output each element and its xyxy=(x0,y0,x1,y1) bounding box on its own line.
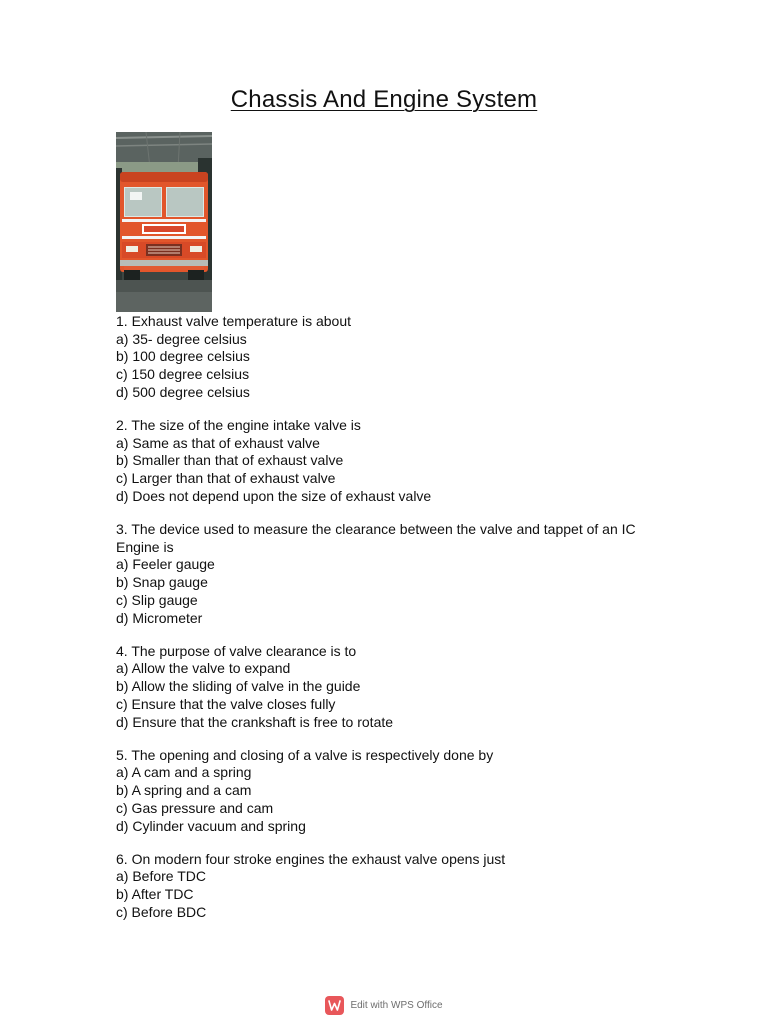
question-2 xyxy=(116,417,716,506)
answer-option: b) 100 degree celsius xyxy=(116,348,250,365)
bus-photo xyxy=(116,132,212,312)
answer-option: c) Slip gauge xyxy=(116,591,198,608)
question-prompt: 1. Exhaust valve temperature is about xyxy=(116,313,352,329)
question-3 xyxy=(116,521,716,627)
answer-option: b) A spring and a cam xyxy=(116,782,252,799)
question-prompt: 5. The opening and closing of a valve is respectively done by xyxy=(116,746,494,763)
wps-office-icon xyxy=(325,996,344,1015)
wps-edit-link[interactable] xyxy=(0,996,768,1015)
question-prompt: 3. The device used to measure the clearance between the valve and tappet of an IC Engine is xyxy=(116,521,636,555)
question-5 xyxy=(116,747,716,836)
answer-option: c) Larger than that of exhaust valve xyxy=(116,470,336,487)
answer-option: d) 500 degree celsius xyxy=(116,383,250,400)
answer-option: a) Allow the valve to expand xyxy=(116,660,291,677)
question-4 xyxy=(116,643,716,732)
question-prompt: 6. On modern four stroke engines the exhaust valve opens just xyxy=(116,850,506,867)
question-list xyxy=(116,313,716,937)
answer-option: d) Cylinder vacuum and spring xyxy=(116,817,306,834)
document-title: Chassis And Engine System xyxy=(230,86,538,113)
answer-option: a) Same as that of exhaust valve xyxy=(116,434,320,451)
question-1 xyxy=(116,313,716,402)
question-6 xyxy=(116,851,716,922)
question-prompt: 2. The size of the engine intake valve is xyxy=(116,417,361,434)
answer-option: c) Gas pressure and cam xyxy=(116,799,274,816)
wps-edit-label: Edit with WPS Office xyxy=(350,1000,443,1011)
answer-option: c) Ensure that the valve closes fully xyxy=(116,695,336,712)
answer-option: d) Does not depend upon the size of exhaust valve xyxy=(116,487,432,504)
answer-option: a) 35- degree celsius xyxy=(116,330,247,347)
answer-option: d) Micrometer xyxy=(116,609,203,626)
answer-option: a) Feeler gauge xyxy=(116,556,215,573)
answer-option: b) Allow the sliding of valve in the guide xyxy=(116,678,361,695)
answer-option: d) Ensure that the crankshaft is free to rotate xyxy=(116,713,394,730)
question-prompt: 4. The purpose of valve clearance is to xyxy=(116,642,357,659)
answer-option: b) After TDC xyxy=(116,886,194,903)
answer-option: b) Smaller than that of exhaust valve xyxy=(116,452,344,469)
answer-option: a) Before TDC xyxy=(116,868,206,885)
answer-option: c) 150 degree celsius xyxy=(116,366,250,383)
answer-option: b) Snap gauge xyxy=(116,574,208,591)
answer-option: a) A cam and a spring xyxy=(116,764,252,781)
answer-option: c) Before BDC xyxy=(116,903,207,920)
